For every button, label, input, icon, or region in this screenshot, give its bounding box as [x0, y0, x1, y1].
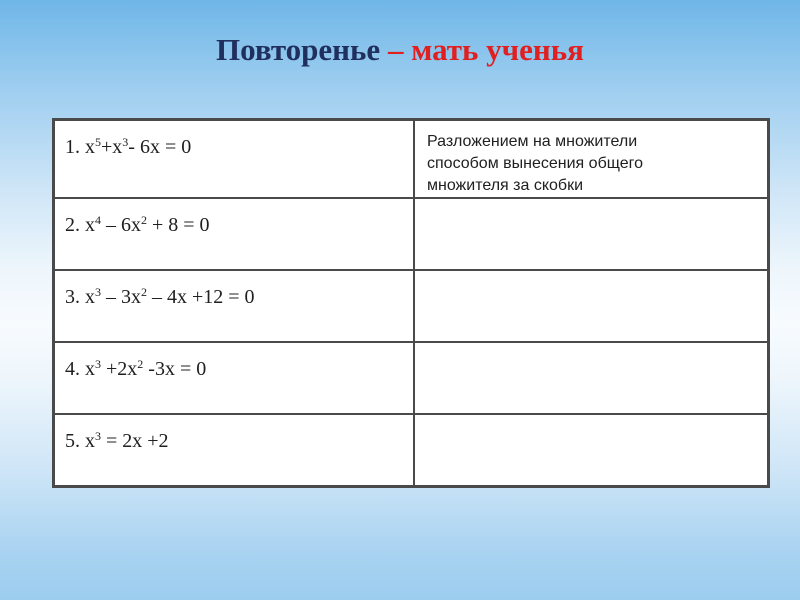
- equation-cell: [54, 270, 415, 342]
- page-title: [0, 32, 800, 68]
- equation-text: $x^3 +2x^2$ -3x = 0: [85, 357, 207, 380]
- table-row: [54, 270, 769, 342]
- table-row: [54, 414, 769, 487]
- table-row: [54, 198, 769, 270]
- table-row: [54, 120, 769, 199]
- equation-number: 1.: [65, 136, 80, 158]
- method-cell: [414, 270, 769, 342]
- title-main: Повторенье: [216, 32, 381, 67]
- equation-text: $x^5+x^3-$ 6x = 0: [85, 135, 192, 158]
- equations-table: [52, 118, 770, 488]
- equation-number: 2.: [65, 214, 80, 236]
- title-accent: мать ученья: [411, 32, 584, 67]
- equation-cell: [54, 342, 415, 414]
- method-cell: [414, 198, 769, 270]
- equation-number: 4.: [65, 358, 80, 380]
- method-cell: [414, 414, 769, 487]
- method-note: Разложением на множители способом вынесения общего множителя за скобки: [427, 133, 643, 194]
- title-dash: –: [380, 32, 412, 67]
- equation-number: 5.: [65, 430, 80, 452]
- method-cell: [414, 342, 769, 414]
- equation-text: $x^3 - 3x^2 - 4x +12 = 0$: [85, 285, 255, 308]
- equation-number: 3.: [65, 286, 80, 308]
- equation-cell: [54, 198, 415, 270]
- equation-cell: [54, 414, 415, 487]
- table-row: [54, 342, 769, 414]
- equation-cell: [54, 120, 415, 199]
- equation-text: $x^4 - 6x^2 + 8 = 0$: [85, 213, 210, 236]
- method-cell: [414, 120, 769, 199]
- equation-text: $x^3 = 2x +2$: [85, 429, 169, 452]
